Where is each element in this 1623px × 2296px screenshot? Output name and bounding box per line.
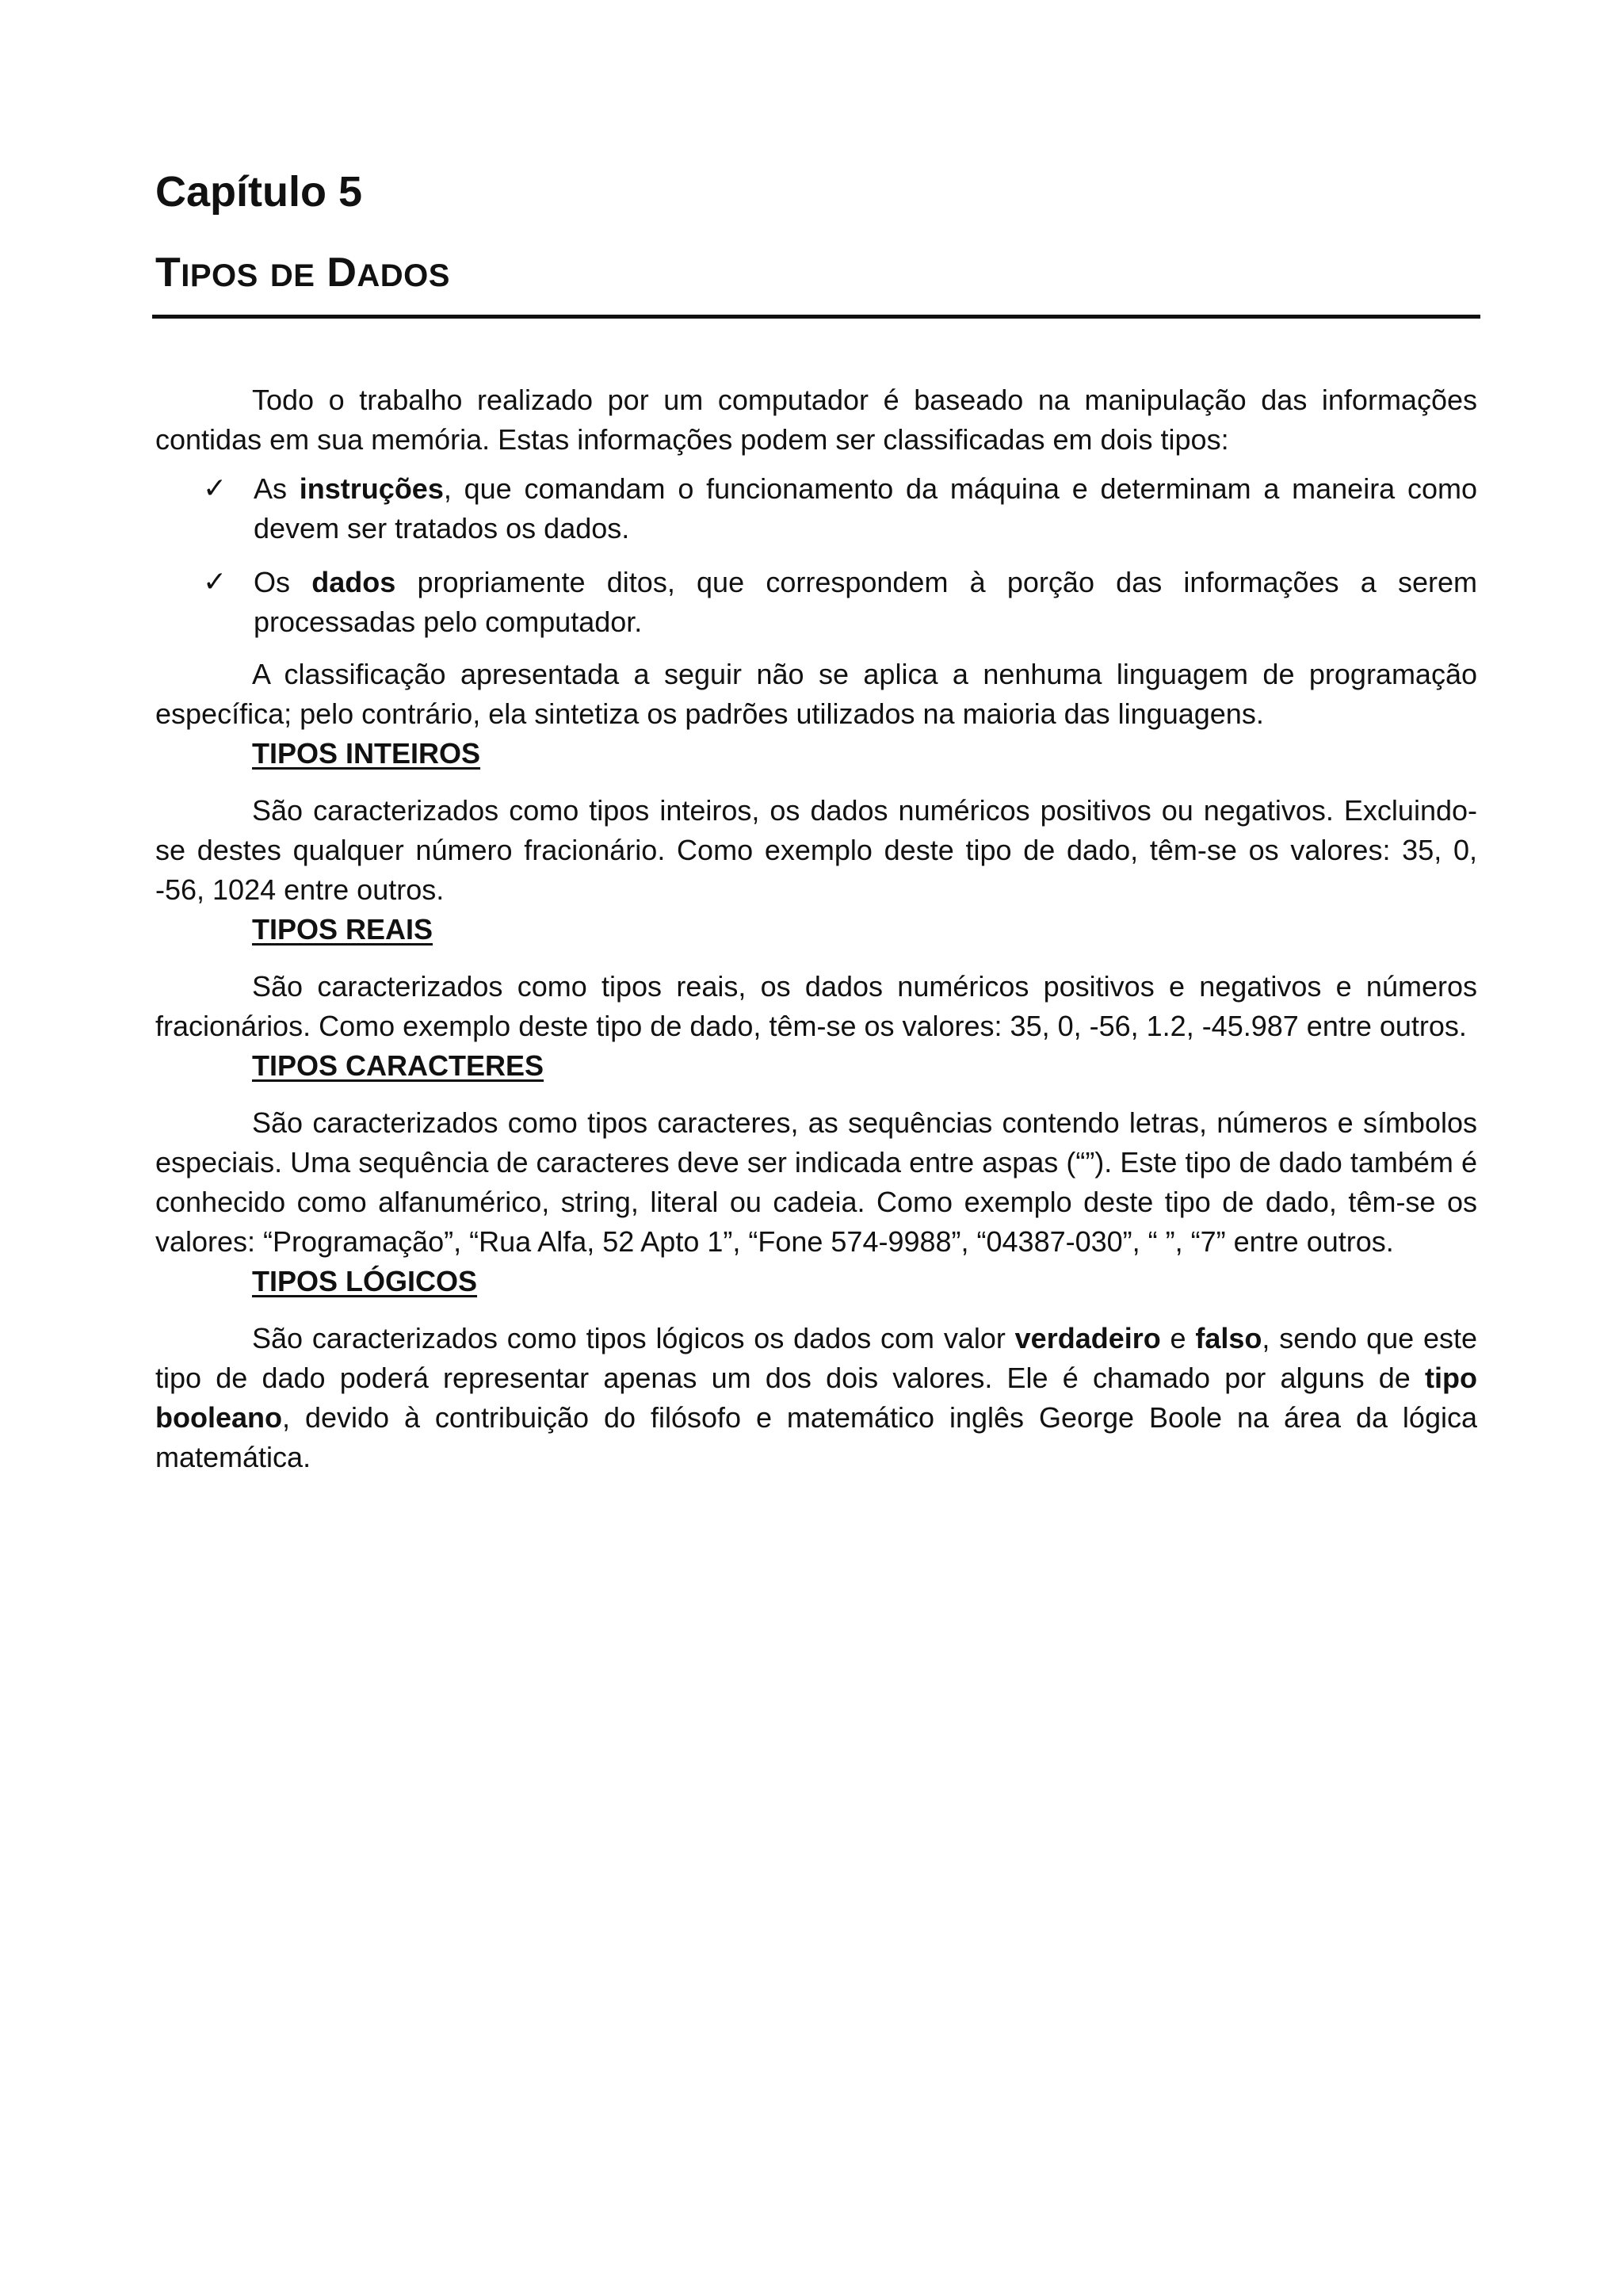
term-tipo-booleano: tipo booleano [155, 1362, 1477, 1435]
heading-tipos-inteiros: TIPOS INTEIROS [252, 737, 481, 770]
title-initial-t: T [155, 249, 181, 296]
heading-tipos-caracteres: TIPOS CARACTERES [252, 1049, 544, 1083]
term-falso: falso [1195, 1322, 1262, 1355]
title-divider [152, 315, 1480, 319]
checkmark-icon: ✓ [203, 472, 227, 506]
title-rest-ipos: IPOS [181, 258, 258, 293]
list-item-instrucoes: ✓ As instruções, que comandam o funcionamento da máquina e determinam a maneira como devem ser tratados os dados. [155, 469, 1477, 548]
paragraph-tipos-caracteres: São caracterizados como tipos caracteres, as sequências contendo letras, números e símbolos especiais. Uma sequência de caracteres deve ser indicada entre aspas (“”). Este tipo de dado também é conhecido como alfanumérico, string, literal ou cadeia. Como exemplo deste tipo de dado, têm-se os valores: “Programação”, “Rua Alfa, 52 Apto 1”, “Fone 574-9988”, “04387-030”, “ ”, “7” entre outros. [155, 1106, 1477, 1259]
checkmark-icon: ✓ [203, 566, 227, 599]
heading-tipos-reais: TIPOS REAIS [252, 913, 433, 946]
heading-tipos-logicos: TIPOS LÓGICOS [252, 1265, 478, 1298]
classification-paragraph: A classificação apresentada a seguir não se aplica a nenhuma linguagem de programação específica; pelo contrário, ela sintetiza os padrões utilizados na maioria das linguagens. [155, 658, 1477, 731]
document-page [155, 166, 1477, 1477]
chapter-label: Capítulo 5 [155, 168, 363, 216]
paragraph-tipos-logicos: São caracterizados como tipos lógicos os dados com valor verdadeiro e falso, sendo que este tipo de dado poderá representar apenas um dos dois valores. Ele é chamado por alguns de tipo booleano, devido à contribuição do filósofo e matemático inglês George Boole na área da lógica matemática. [155, 1322, 1477, 1474]
paragraph-tipos-inteiros: São caracterizados como tipos inteiros, os dados numéricos positivos ou negativos. Excluindo-se destes qualquer número fracionário. Como exemplo deste tipo de dado, têm-se os valores: 35, 0, -56, 1024 entre outros. [155, 794, 1477, 907]
term-verdadeiro: verdadeiro [1014, 1322, 1161, 1355]
data-kinds-list [155, 469, 1477, 642]
list-item-dados: ✓ Os dados propriamente ditos, que correspondem à porção das informações a serem processadas pelo computador. [155, 563, 1477, 642]
title-rest-ados: ADOS [357, 258, 450, 293]
intro-paragraph: Todo o trabalho realizado por um computador é baseado na manipulação das informações contidas em sua memória. Estas informações podem ser classificadas em dois tipos: [155, 384, 1477, 457]
title-initial-d: D [327, 249, 357, 296]
term-dados: dados [311, 566, 396, 599]
term-instrucoes: instruções [299, 472, 444, 506]
page-title [155, 248, 1477, 297]
paragraph-tipos-reais: São caracterizados como tipos reais, os dados numéricos positivos e negativos e números fracionários. Como exemplo deste tipo de dado, têm-se os valores: 35, 0, -56, 1.2, -45.987 entre outros. [155, 970, 1477, 1043]
title-de: DE [269, 258, 315, 293]
